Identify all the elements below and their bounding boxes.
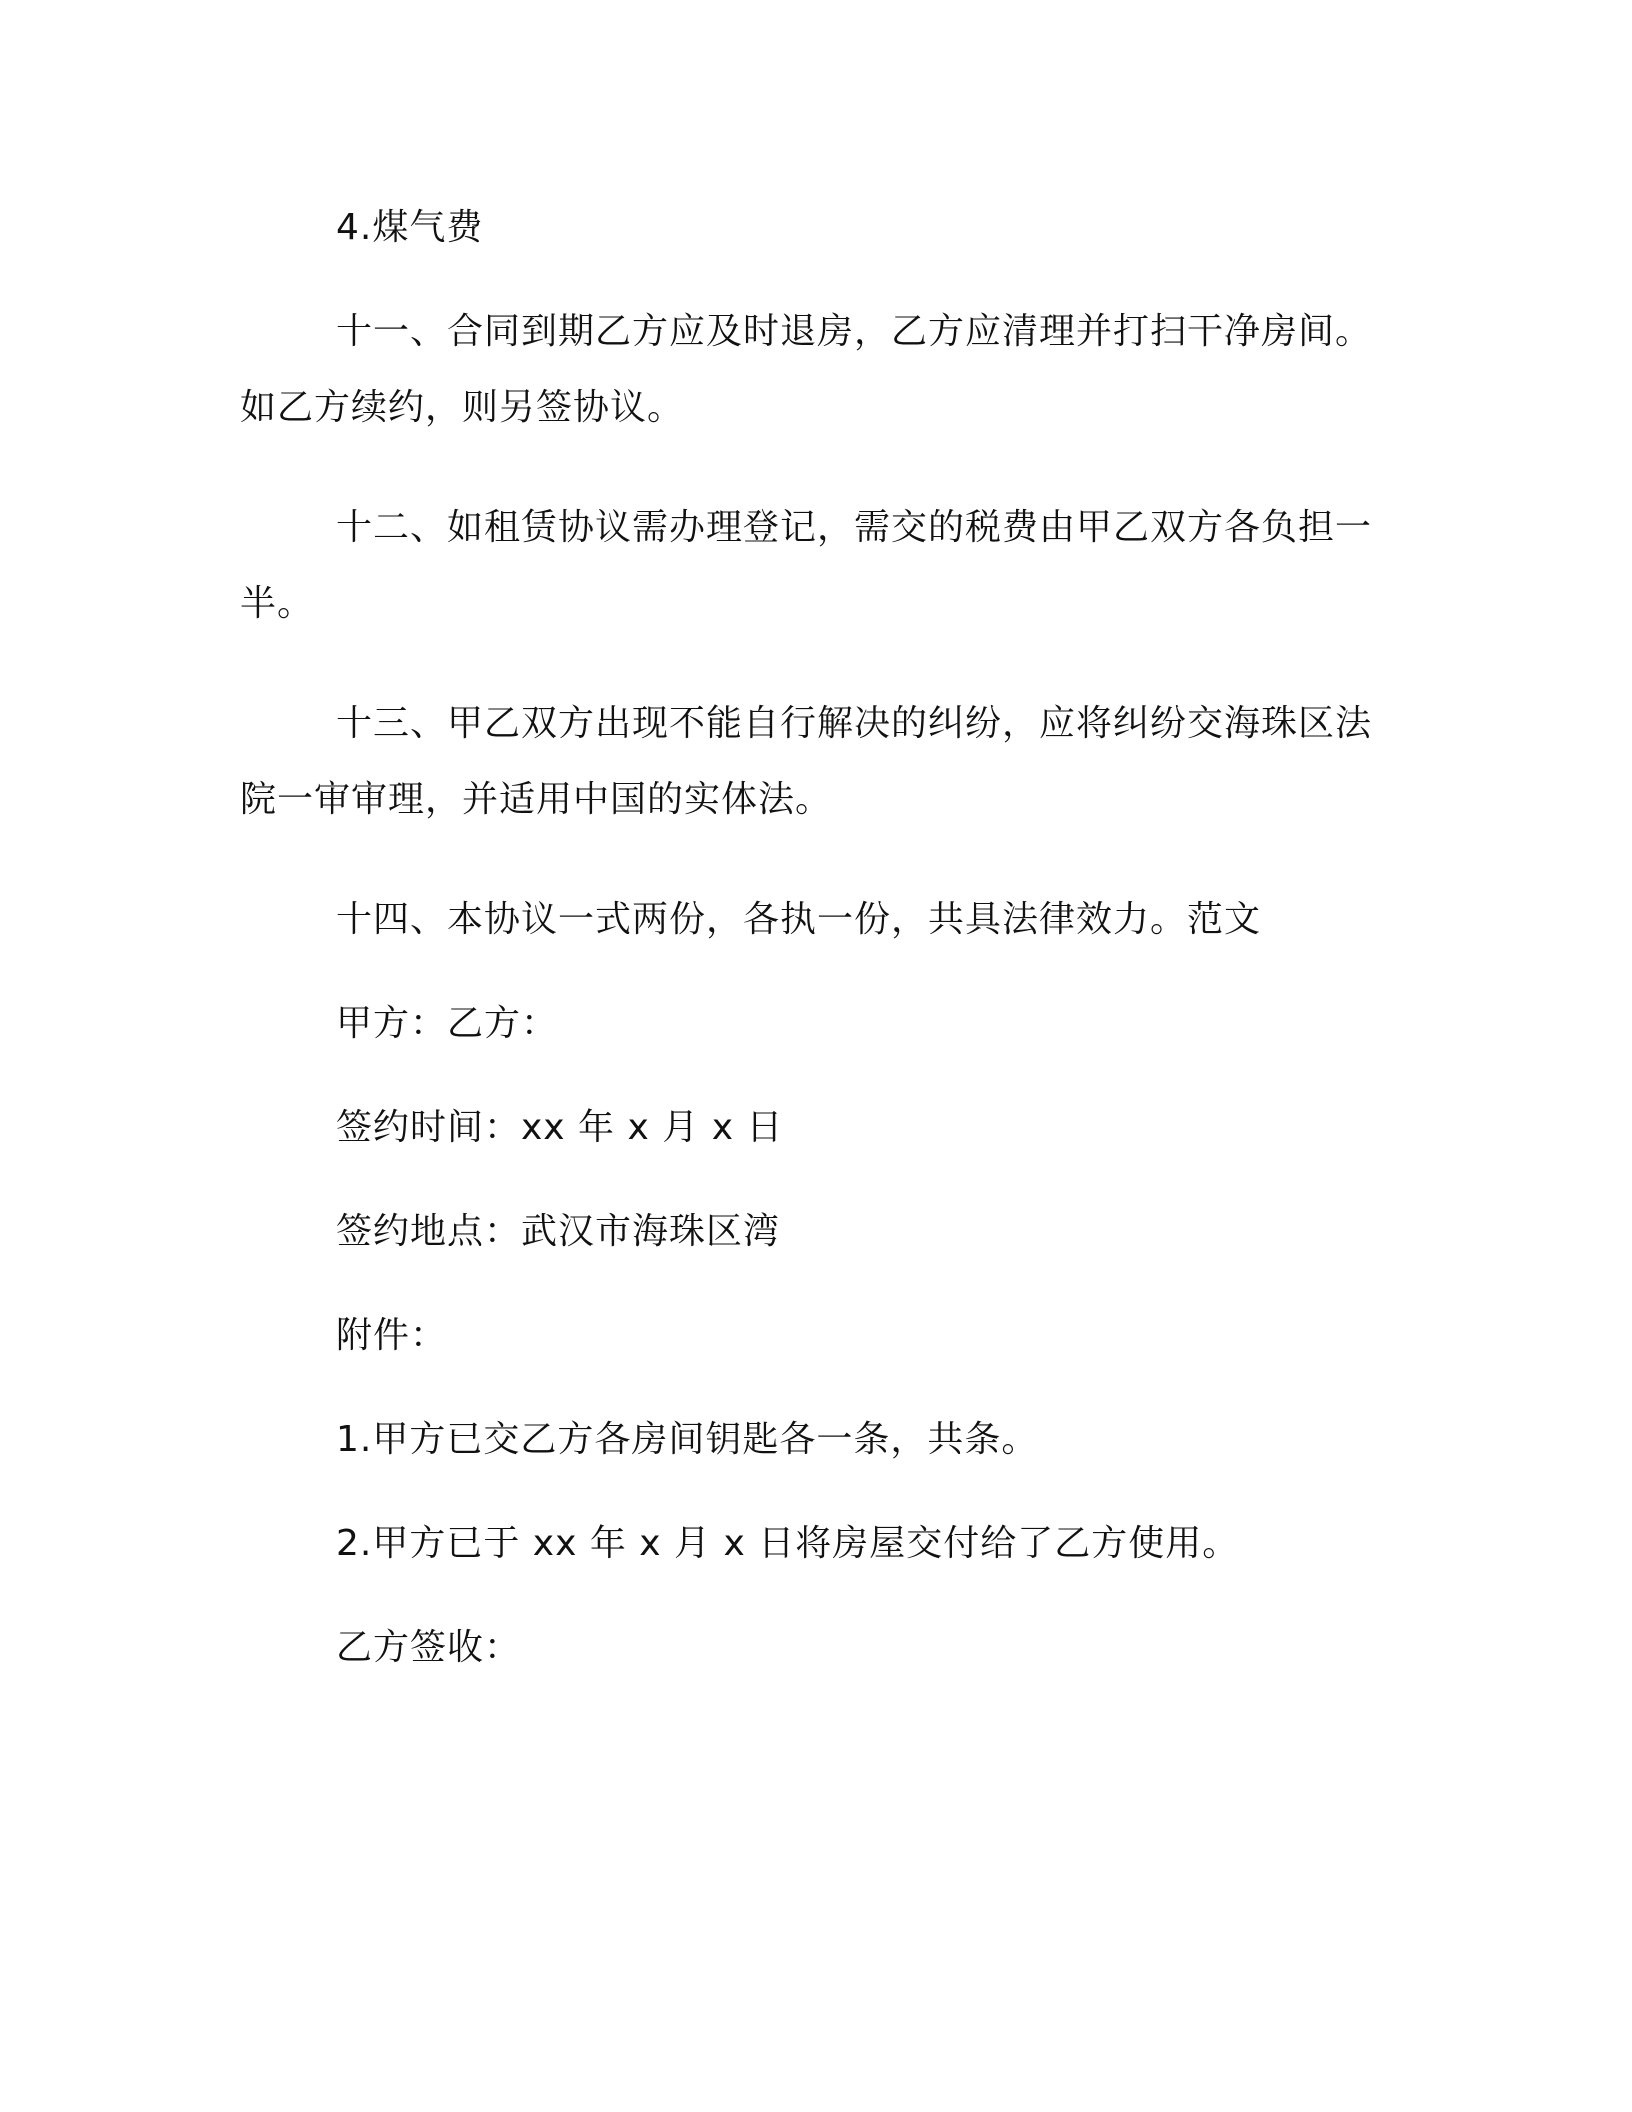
clause-eleven: 十一、合同到期乙方应及时退房，乙方应清理并打扫干净房间。如乙方续约，则另签协议。	[240, 311, 1373, 428]
attachments-heading: 附件：	[336, 1315, 448, 1356]
clause-fourteen: 十四、本协议一式两份，各执一份，共具法律效力。范文	[336, 899, 1262, 940]
party-signatures: 甲方：乙方：	[336, 1003, 559, 1044]
attachment-item-2: 2.甲方已于 xx 年 x 月 x 日将房屋交付给了乙方使用。	[336, 1523, 1240, 1564]
attachment-item-1: 1.甲方已交乙方各房间钥匙各一条，共条。	[336, 1419, 1039, 1460]
clause-twelve: 十二、如租赁协议需办理登记，需交的税费由甲乙双方各负担一半。	[240, 507, 1373, 624]
party-b-receipt: 乙方签收：	[336, 1627, 522, 1668]
item-gas-fee: 4.煤气费	[336, 207, 484, 248]
clause-thirteen: 十三、甲乙双方出现不能自行解决的纠纷，应将纠纷交海珠区法院一审审理，并适用中国的实体法。	[240, 703, 1373, 820]
signing-time: 签约时间：xx 年 x 月 x 日	[336, 1107, 784, 1148]
signing-location: 签约地点：武汉市海珠区湾	[336, 1211, 781, 1252]
document-body	[240, 190, 1388, 1714]
